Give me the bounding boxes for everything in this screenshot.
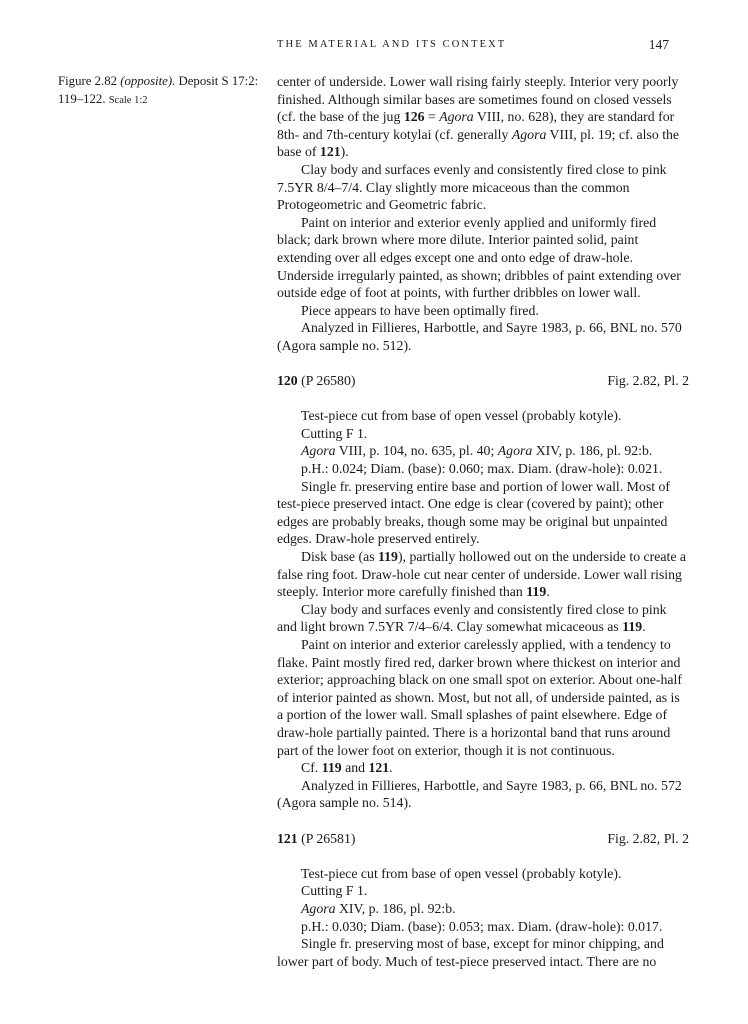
entry-120-disk: Disk base (as 119), partially hollowed out on the underside to create a false ring foot. Draw-hole cut near center of underside. Lower wall rising steeply. Interior more carefully finished than 119. (277, 549, 687, 600)
entry-121-single: Single fr. preserving most of base, except for minor chipping, and lower part of body. Much of test-piece preserved intact. There are no (277, 936, 664, 969)
entry-120-paint: Paint on interior and exterior carelessly applied, with a tendency to flake. Paint mostly fired red, darker brown where thickest on interior and exterior; approaching black on one small spot on exterior. About one-half of interior painted as shown. Most, but not all, of underside painted, as is a portion of the lower wall. Small splashes of paint elsewhere. Edge of draw-hole partially painted. There is a horizontal band that runs around part of the lower foot on exterior, though it is not continuous. (277, 637, 682, 758)
intro-analyzed: Analyzed in Fillieres, Harbottle, and Sayre 1983, p. 66, BNL no. 570 (Agora sample no. 512). (277, 320, 682, 353)
entry-120-inventory: (P 26580) (297, 373, 356, 389)
figure-caption (58, 73, 263, 109)
caption-note: (opposite). (120, 74, 176, 88)
entry-120-cutting: Cutting F 1. (301, 425, 368, 441)
entry-121-number: 121 (277, 830, 298, 846)
intro-clay: Clay body and surfaces evenly and consistently fired close to pink 7.5YR 8/4–7/4. Clay slightly more micaceous than the common Protogeometric and Geometric fabric. (277, 161, 667, 213)
entry-121-inventory: (P 26581) (297, 830, 356, 846)
entry-120-dims: p.H.: 0.024; Diam. (base): 0.060; max. Diam. (draw-hole): 0.021. (301, 461, 663, 477)
intro-paint: Paint on interior and exterior evenly applied and uniformly fired black; dark brown where more dilute. Interior painted solid, paint extending over all edges except one and onto edge of draw-hole. Underside irregularly painted, as shown; dribbles of paint extending over outside edge of foot at points, with further dribbles on lower wall. (277, 214, 681, 301)
caption-deposit: Deposit S 17:2: 119–122. (58, 74, 259, 106)
entry-120-analyzed: Analyzed in Fillieres, Harbottle, and Sayre 1983, p. 66, BNL no. 572 (Agora sample no. 514). (277, 777, 682, 811)
entry-121-cutting: Cutting F 1. (301, 883, 368, 899)
running-head (277, 37, 669, 53)
entry-121-dims: p.H.: 0.030; Diam. (base): 0.053; max. Diam. (draw-hole): 0.017. (301, 918, 663, 934)
intro-fired: Piece appears to have been optimally fired. (301, 302, 539, 318)
entry-120-desc: Test-piece cut from base of open vessel (probably kotyle). (301, 408, 622, 424)
entry-121-figure-ref: Fig. 2.82, Pl. 2 (607, 830, 689, 846)
caption-label: Figure 2.82 (58, 74, 118, 88)
main-text (277, 73, 689, 970)
entry-120-refs: Agora VIII, p. 104, no. 635, pl. 40; Agora XIV, p. 186, pl. 92:b. (301, 443, 653, 459)
running-head-title: THE MATERIAL AND ITS CONTEXT (277, 39, 507, 50)
entry-120-clay: Clay body and surfaces evenly and consistently fired close to pink and light brown 7.5YR 7/4–6/4. Clay somewhat micaceous as 119. (277, 601, 667, 635)
intro-paragraph: center of underside. Lower wall rising fairly steeply. Interior very poorly finished. Although similar bases are sometimes found on closed vessels (cf. the base of the jug 126 = Agora VIII, no. 628), they are standard for 8th- and 7th-century kotylai (cf. generally Agora VIII, pl. 19; cf. also the base of 121). (277, 74, 680, 160)
entry-120-number: 120 (277, 373, 298, 389)
page-number: 147 (648, 37, 669, 52)
entry-121-refs: Agora XIV, p. 186, pl. 92:b. (301, 900, 456, 916)
entry-120-single: Single fr. preserving entire base and portion of lower wall. Most of test-piece preserved intact. One edge is clear (covered by paint); other edges are probably breaks, though some may be original but unpainted edges. Draw-hole preserved entirely. (277, 478, 670, 547)
caption-scale: Scale 1:2 (108, 94, 148, 106)
entry-120-figure-ref: Fig. 2.82, Pl. 2 (607, 373, 689, 389)
entry-120-cf: Cf. 119 and 121. (301, 760, 393, 776)
entry-121-heading (277, 830, 689, 848)
entry-120-heading (277, 372, 689, 390)
entry-121-desc: Test-piece cut from base of open vessel (probably kotyle). (301, 865, 622, 881)
